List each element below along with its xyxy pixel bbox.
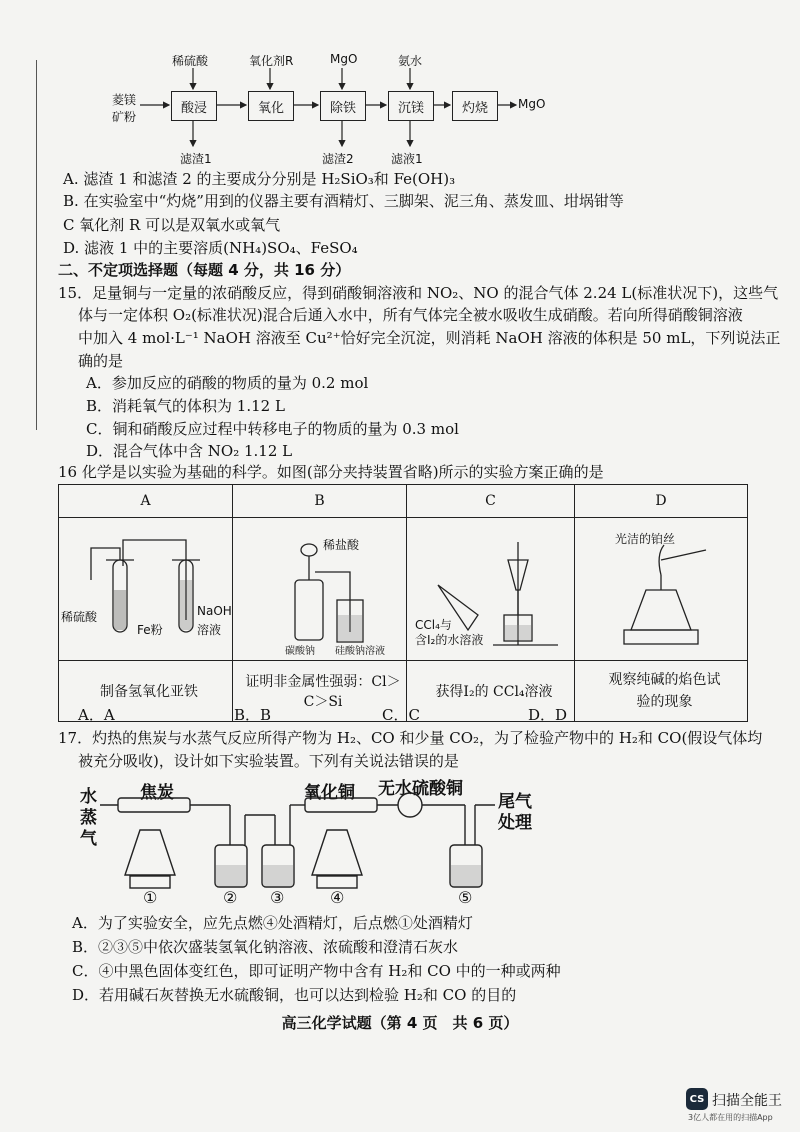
q17-option-b: B．②③⑤中依次盛装氢氧化钠溶液、浓硫酸和澄清石灰水 [72, 938, 459, 956]
q15-option-c: C．铜和硝酸反应过程中转移电子的物质的量为 0.3 mol [86, 420, 459, 438]
q17-label-cuo: 氧化铜 [304, 783, 355, 803]
apparatus-b-label-hcl: 稀盐酸 [323, 538, 360, 552]
flow-input-3: MgO [330, 52, 358, 66]
q17-number-3: ③ [270, 888, 285, 907]
q16-answer-c: C．C [382, 706, 420, 724]
apparatus-b-label-na2sio3: 硅酸钠溶液 [335, 646, 385, 657]
flow-output-3: 滤液1 [391, 152, 423, 166]
q17-number-1: ① [143, 888, 158, 907]
q17-inlet-2: 蒸 [80, 808, 97, 828]
q17-option-c: C．④中黑色固体变红色，即可证明产物中含有 H₂和 CO 中的一种或两种 [72, 962, 561, 980]
q17-line-1: 17．灼热的焦炭与水蒸气反应所得产物为 H₂、CO 和少量 CO₂，为了检验产物中的 H₂和 CO(假设气体均 [58, 729, 763, 747]
q17-outlet-2: 处理 [498, 813, 532, 833]
apparatus-a-label-solution: 溶液 [197, 623, 222, 637]
q14-option-d: D. 滤液 1 中的主要溶质(NH₄)SO₄、FeSO₄ [63, 239, 358, 257]
flow-output-1: 滤渣1 [180, 152, 212, 166]
q17-line-2: 被充分吸收)，设计如下实验装置。下列有关说法错误的是 [78, 752, 459, 770]
q14-option-a: A. 滤渣 1 和滤渣 2 的主要成分分别是 H₂SiO₃和 Fe(OH)₃ [63, 170, 456, 188]
q15-option-d: D．混合气体中含 NO₂ 1.12 L [86, 442, 293, 460]
q16-header-d: D [575, 485, 748, 518]
apparatus-a-label-acid: 稀硫酸 [61, 610, 98, 624]
q15-line-4: 确的是 [78, 352, 124, 370]
q14-option-c: C 氧化剂 R 可以是双氧水或氧气 [63, 216, 281, 234]
q16-header-c: C [407, 485, 575, 518]
q17-outlet-1: 尾气 [498, 792, 532, 812]
flow-step-precipitate-mg: 沉镁 [388, 91, 434, 121]
scanner-watermark [686, 1086, 796, 1126]
apparatus-c-label-ccl4: CCl₄与 [415, 618, 452, 632]
q15-option-a: A．参加反应的硝酸的物质的量为 0.2 mol [86, 374, 369, 392]
q16-desc-c: 获得I₂的 CCl₄溶液 [407, 661, 575, 722]
q16-answer-a: A．A [78, 706, 115, 724]
flow-step-acid-leach: 酸浸 [171, 91, 217, 121]
page-footer: 高三化学试题（第 4 页 共 6 页） [281, 1014, 519, 1032]
q16-desc-d: 观察纯碱的焰色试 验的现象 [575, 661, 748, 722]
q16-desc-b: 证明非金属性强弱：Cl＞C＞Si [233, 661, 407, 722]
q17-option-a: A．为了实验安全，应先点燃④处酒精灯，后点燃①处酒精灯 [72, 914, 473, 932]
scanner-title: 扫描全能王 [712, 1093, 782, 1109]
q16-header-b: B [233, 485, 407, 518]
flow-feed-2: 矿粉 [112, 110, 137, 124]
q17-label-coke: 焦炭 [140, 783, 174, 803]
flow-input-1: 稀硫酸 [172, 54, 209, 68]
q14-option-b: B. 在实验室中“灼烧”用到的仪器主要有酒精灯、三脚架、泥三角、蒸发皿、坩埚钳等 [63, 192, 624, 210]
scanner-logo-icon: CS [686, 1088, 708, 1110]
flow-step-remove-iron: 除铁 [320, 91, 366, 121]
q16-stem: 16 化学是以实验为基础的科学。如图(部分夹持装置省略)所示的实验方案正确的是 [58, 463, 604, 481]
q17-label-cuso4: 无水硫酸铜 [378, 779, 463, 799]
flow-step-oxidation: 氧化 [248, 91, 294, 121]
q17-number-4: ④ [330, 888, 345, 907]
flow-output-2: 滤渣2 [322, 152, 354, 166]
q16-header-a: A [59, 485, 233, 518]
apparatus-d-label-pt: 光洁的铂丝 [615, 532, 676, 546]
q15-line-2: 体与一定体积 O₂(标准状况)混合后通入水中，所有气体完全被水吸收生成硝酸。若向所得硝酸铜溶液 [78, 306, 743, 324]
flow-input-2: 氧化剂R [249, 54, 294, 68]
flow-step-calcine: 灼烧 [452, 91, 498, 121]
q15-option-b: B．消耗氧气的体积为 1.12 L [86, 397, 285, 415]
q17-option-d: D．若用碱石灰替换无水硫酸铜，也可以达到检验 H₂和 CO 的目的 [72, 986, 517, 1004]
section-heading: 二、不定项选择题（每题 4 分，共 16 分） [58, 261, 351, 279]
apparatus-c-label-i2: 含I₂的水溶液 [415, 633, 484, 647]
q17-inlet-3: 气 [80, 829, 97, 849]
q17-number-5: ⑤ [458, 888, 473, 907]
apparatus-a-label-fe: Fe粉 [137, 623, 163, 637]
q17-number-2: ② [223, 888, 238, 907]
flow-input-4: 氨水 [398, 54, 423, 68]
q16-answer-d: D．D [528, 706, 568, 724]
apparatus-a-label-naoh: NaOH [197, 604, 232, 618]
q16-desc-a: 制备氢氧化亚铁 [59, 661, 233, 722]
q17-inlet-1: 水 [80, 787, 97, 807]
scanner-subtitle: 3亿人都在用的扫描App [688, 1113, 773, 1122]
q15-line-1: 15．足量铜与一定量的浓硝酸反应，得到硝酸铜溶液和 NO₂、NO 的混合气体 2.24 L(标准状况下)，这些气 [58, 284, 779, 302]
flow-feed-1: 菱镁 [112, 93, 137, 107]
q16-answer-b: B．B [234, 706, 272, 724]
apparatus-b-label-na2co3: 碳酸钠 [285, 646, 315, 657]
q15-line-3: 中加入 4 mol·L⁻¹ NaOH 溶液至 Cu²⁺恰好完全沉淀，则消耗 NaOH 溶液的体积是 50 mL，下列说法正 [78, 329, 781, 347]
flow-product: MgO [518, 97, 546, 111]
